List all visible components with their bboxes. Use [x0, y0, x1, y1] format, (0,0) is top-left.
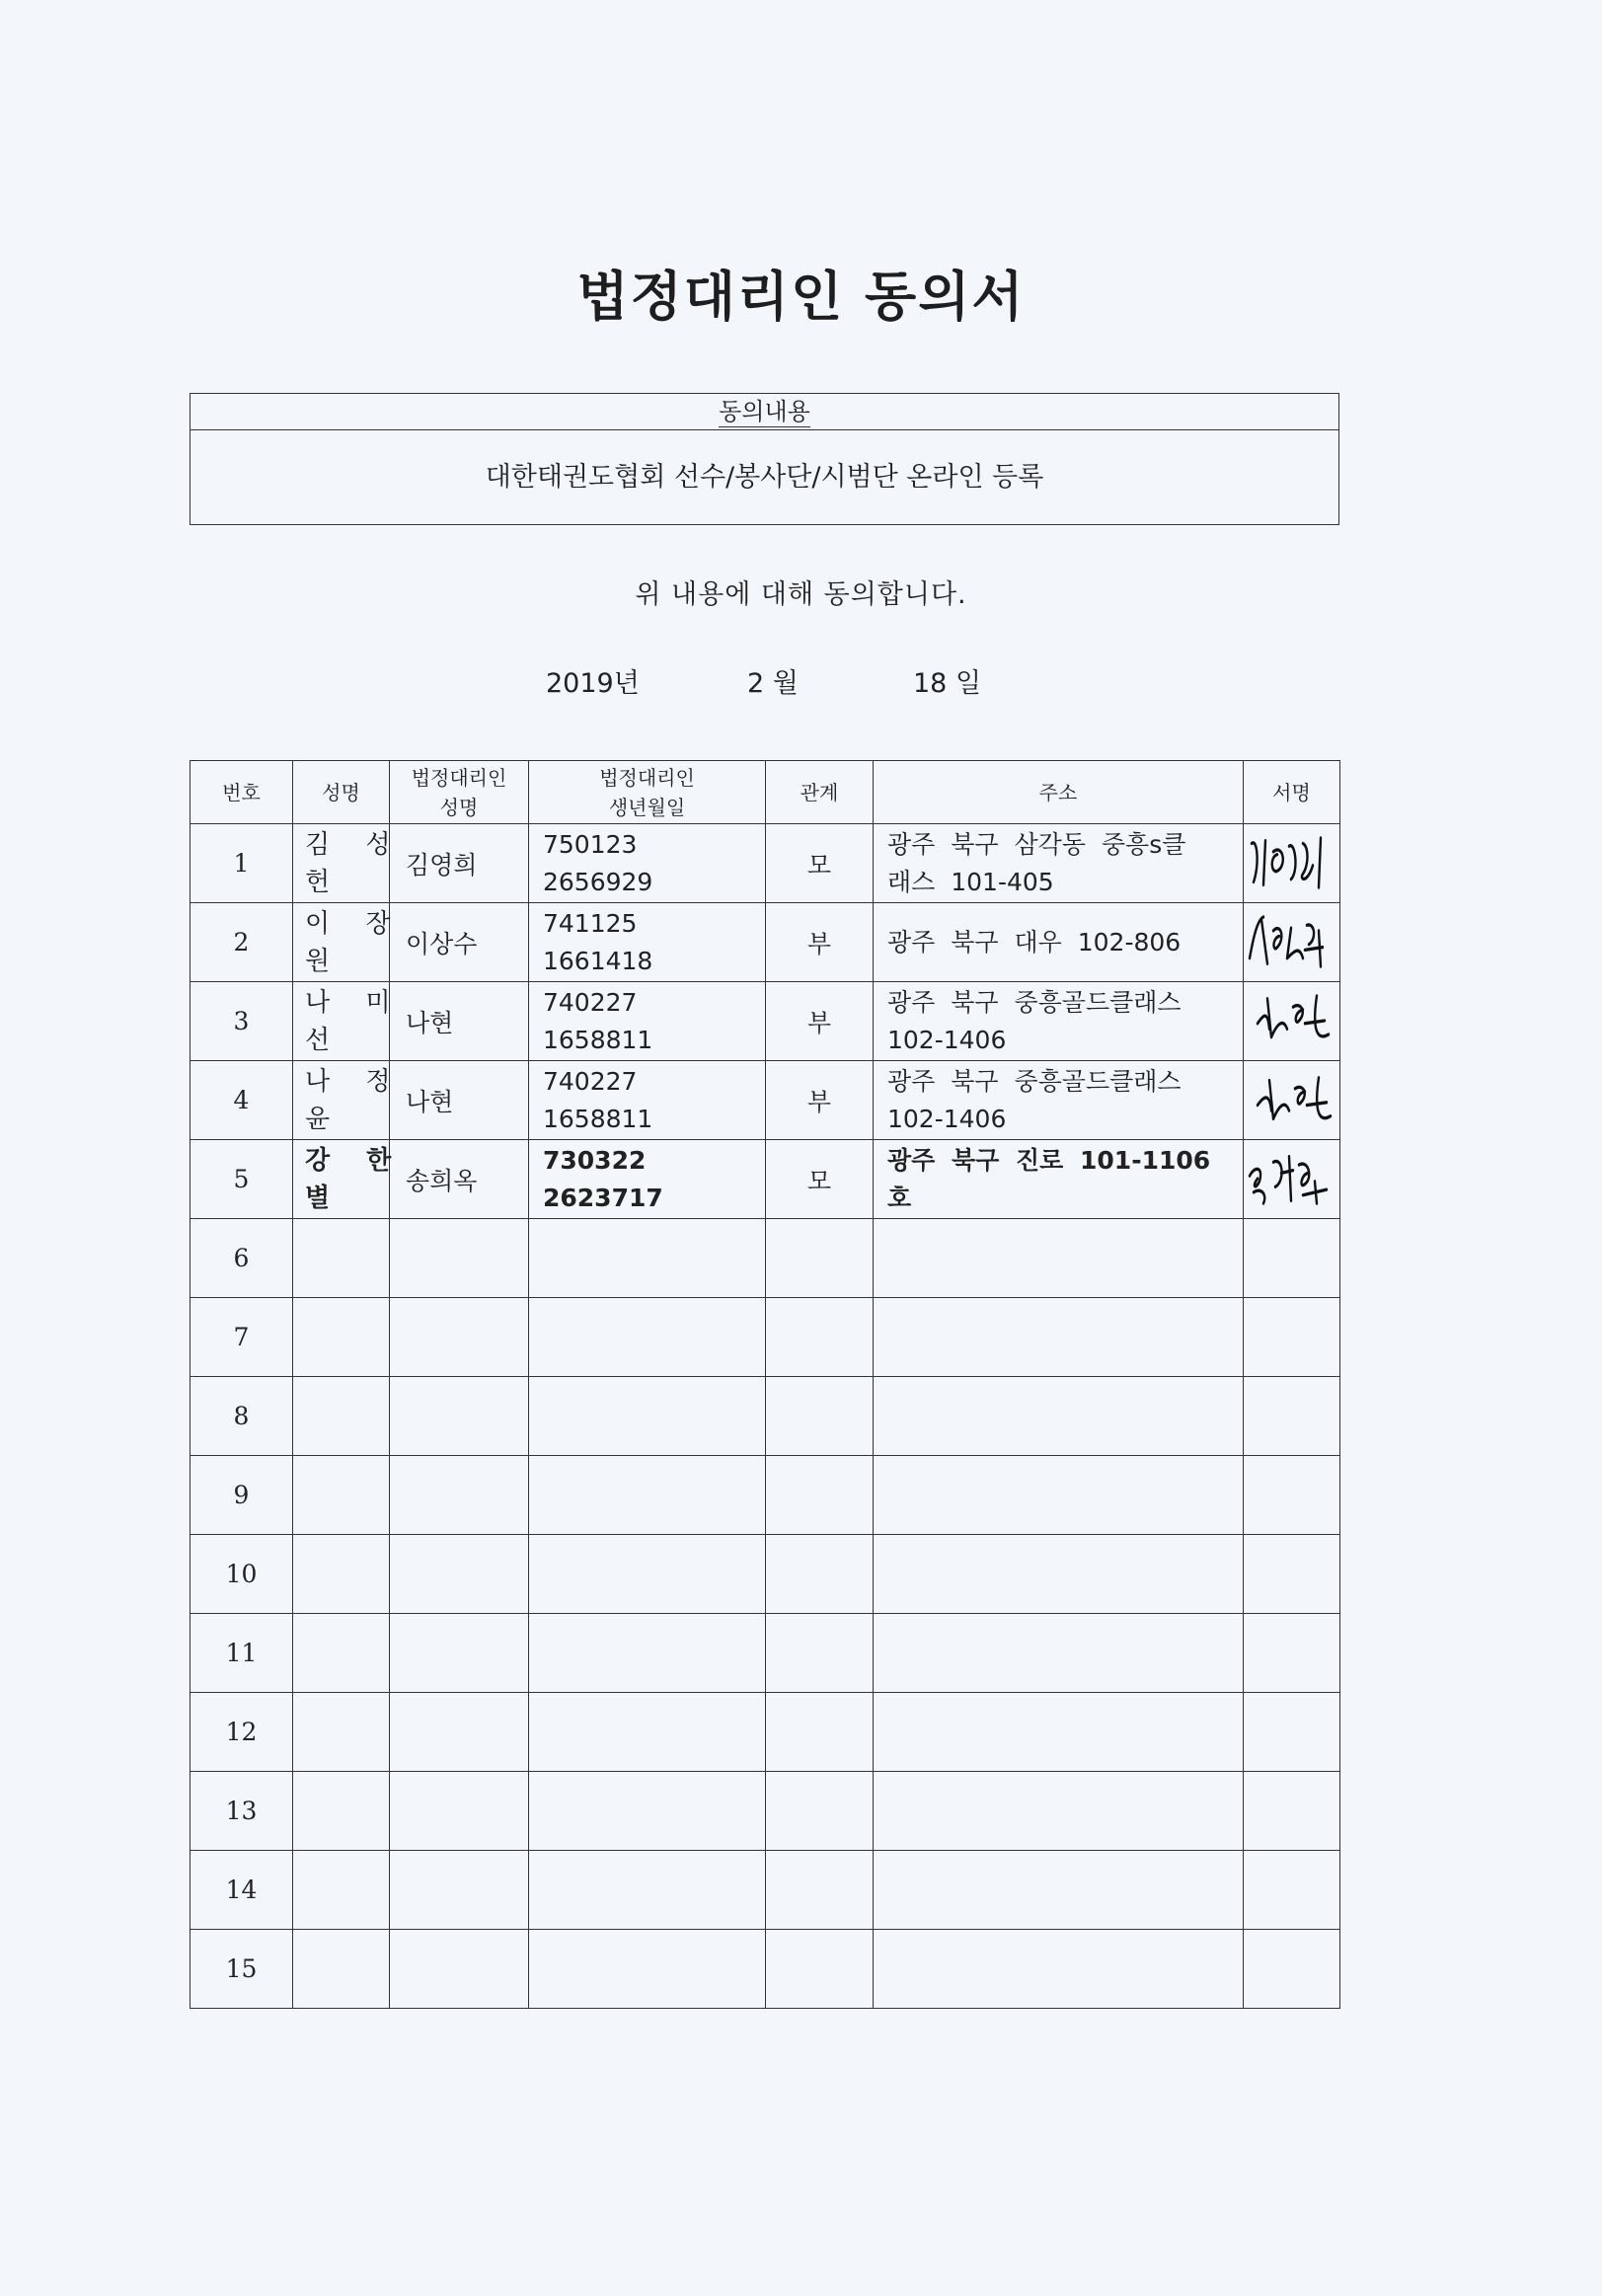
relation — [766, 1456, 874, 1535]
relation: 부 — [766, 1061, 874, 1140]
header-rep-birth-line2: 생년월일 — [608, 795, 686, 819]
guardian-birth-line1: 740227 — [543, 987, 638, 1017]
table-row — [191, 1140, 1340, 1219]
guardian-birth-cell — [529, 1219, 766, 1298]
relation — [766, 1851, 874, 1930]
address-line1: 광주 북구 중흥골드클래스 — [887, 987, 1182, 1017]
guardian-name: 이상수 — [390, 903, 529, 982]
table-row — [191, 982, 1340, 1061]
address-cell — [874, 1298, 1244, 1377]
table-row — [191, 1298, 1340, 1377]
table-row — [191, 1377, 1340, 1456]
header-name: 성명 — [293, 761, 390, 824]
header-rep-birth — [529, 761, 766, 824]
address-cell — [874, 982, 1244, 1061]
address-line2: 102-1406 — [887, 1025, 1007, 1054]
guardian-name — [390, 1614, 529, 1693]
date-month: 2 월 — [747, 668, 799, 699]
handwritten-signature — [1244, 1140, 1338, 1217]
guardian-name: 나현 — [390, 982, 529, 1061]
relation — [766, 1614, 874, 1693]
consent-content: 대한태권도협회 선수/봉사단/시범단 온라인 등록 — [485, 462, 1044, 493]
table-row — [191, 1693, 1340, 1772]
date-day: 18 일 — [913, 668, 982, 699]
address-cell — [874, 824, 1244, 903]
guardian-birth-cell — [529, 1298, 766, 1377]
row-number: 4 — [191, 1061, 293, 1140]
address-line2: 102-1406 — [887, 1104, 1007, 1133]
table-row — [191, 1456, 1340, 1535]
guardian-consent-table — [190, 760, 1340, 2009]
signature-cell — [1244, 982, 1340, 1061]
guardian-name — [390, 1535, 529, 1614]
address-cell — [874, 1614, 1244, 1693]
guardian-birth-line2: 2656929 — [543, 867, 653, 896]
guardian-birth-line2: 1658811 — [543, 1025, 653, 1054]
row-number: 12 — [191, 1693, 293, 1772]
guardian-birth-cell — [529, 903, 766, 982]
consent-heading-row — [191, 394, 1338, 430]
guardian-birth-cell — [529, 1535, 766, 1614]
table-row — [191, 1535, 1340, 1614]
table-row — [191, 1061, 1340, 1140]
table-row — [191, 1219, 1340, 1298]
guardian-name — [390, 1377, 529, 1456]
guardian-birth-line1: 741125 — [543, 908, 638, 938]
signature-cell — [1244, 1061, 1340, 1140]
student-name-line1: 나 미 — [305, 987, 405, 1018]
table-header-row — [191, 761, 1340, 824]
guardian-birth-line1: 730322 — [543, 1145, 647, 1175]
guardian-birth-cell — [529, 1851, 766, 1930]
row-number: 8 — [191, 1377, 293, 1456]
student-name-line2: 윤 — [305, 1104, 344, 1134]
student-name-cell — [293, 1614, 390, 1693]
row-number: 13 — [191, 1772, 293, 1851]
handwritten-signature — [1244, 1061, 1338, 1138]
header-number: 번호 — [191, 761, 293, 824]
guardian-birth-cell — [529, 982, 766, 1061]
handwritten-signature — [1244, 903, 1338, 980]
agreement-statement: 위 내용에 대해 동의합니다. — [635, 579, 967, 610]
handwritten-signature — [1244, 824, 1338, 901]
consent-heading: 동의내용 — [719, 398, 810, 425]
header-rep-name-line2: 성명 — [439, 795, 479, 819]
row-number: 11 — [191, 1614, 293, 1693]
student-name-cell — [293, 1298, 390, 1377]
signature-cell — [1244, 1772, 1340, 1851]
relation — [766, 1535, 874, 1614]
signature-cell — [1244, 1298, 1340, 1377]
student-name-line1: 김 성 — [305, 829, 405, 860]
guardian-name: 김영희 — [390, 824, 529, 903]
row-number: 3 — [191, 982, 293, 1061]
address-cell — [874, 1456, 1244, 1535]
address-cell — [874, 1377, 1244, 1456]
document-title: 법정대리인 동의서 — [576, 265, 1026, 328]
student-name-cell — [293, 1377, 390, 1456]
student-name-cell — [293, 1772, 390, 1851]
relation — [766, 1298, 874, 1377]
consent-content-box — [190, 393, 1339, 525]
table-row — [191, 1614, 1340, 1693]
student-name-cell — [293, 1851, 390, 1930]
student-name-cell — [293, 1693, 390, 1772]
guardian-birth-cell — [529, 1614, 766, 1693]
student-name-cell — [293, 1535, 390, 1614]
signature-cell — [1244, 1693, 1340, 1772]
header-rep-name-line1: 법정대리인 — [411, 765, 507, 790]
guardian-name — [390, 1219, 529, 1298]
relation: 부 — [766, 982, 874, 1061]
relation — [766, 1930, 874, 2009]
address-cell — [874, 1219, 1244, 1298]
row-number: 6 — [191, 1219, 293, 1298]
handwritten-signature — [1244, 982, 1338, 1059]
student-name-cell — [293, 982, 405, 1061]
signature-cell — [1244, 1851, 1340, 1930]
student-name-cell — [293, 903, 405, 982]
relation: 부 — [766, 903, 874, 982]
guardian-name — [390, 1851, 529, 1930]
address-cell — [874, 1693, 1244, 1772]
relation — [766, 1377, 874, 1456]
guardian-name — [390, 1693, 529, 1772]
guardian-birth-line2: 1661418 — [543, 946, 653, 975]
student-name-line1: 강 한 — [305, 1145, 406, 1176]
header-rep-birth-line1: 법정대리인 — [599, 765, 695, 790]
address-line1: 광주 북구 삼각동 중흥s클 — [887, 829, 1186, 859]
address-cell — [874, 1535, 1244, 1614]
guardian-birth-cell — [529, 1061, 766, 1140]
header-address: 주소 — [874, 761, 1244, 824]
signature-cell — [1244, 903, 1340, 982]
student-name-cell — [293, 1140, 406, 1219]
student-name-cell — [293, 824, 405, 903]
row-number: 14 — [191, 1851, 293, 1930]
student-name-cell — [293, 1930, 390, 2009]
student-name-line2: 선 — [305, 1025, 344, 1055]
row-number: 15 — [191, 1930, 293, 2009]
address-cell — [874, 903, 1244, 982]
student-name-line2: 별 — [305, 1183, 344, 1213]
date-year: 2019년 — [546, 668, 640, 699]
student-name-line1: 나 정 — [305, 1066, 405, 1097]
table-row — [191, 1930, 1340, 2009]
guardian-name — [390, 1456, 529, 1535]
row-number: 9 — [191, 1456, 293, 1535]
relation — [766, 1219, 874, 1298]
address-line1: 광주 북구 중흥골드클래스 — [887, 1066, 1182, 1096]
guardian-name: 나현 — [390, 1061, 529, 1140]
signature-cell — [1244, 1219, 1340, 1298]
guardian-birth-cell — [529, 1772, 766, 1851]
guardian-birth-line2: 1658811 — [543, 1104, 653, 1133]
signature-cell — [1244, 1535, 1340, 1614]
table-row — [191, 824, 1340, 903]
signature-cell — [1244, 824, 1340, 903]
signature-cell — [1244, 1456, 1340, 1535]
relation: 모 — [766, 824, 874, 903]
relation: 모 — [766, 1140, 874, 1219]
signature-cell — [1244, 1140, 1340, 1219]
signature-cell — [1244, 1614, 1340, 1693]
address-cell — [874, 1772, 1244, 1851]
relation — [766, 1772, 874, 1851]
address-cell — [874, 1061, 1244, 1140]
row-number: 10 — [191, 1535, 293, 1614]
header-relation: 관계 — [766, 761, 874, 824]
student-name-cell — [293, 1219, 390, 1298]
guardian-name — [390, 1930, 529, 2009]
row-number: 2 — [191, 903, 293, 982]
relation — [766, 1693, 874, 1772]
guardian-birth-cell — [529, 1140, 766, 1219]
table-row — [191, 1772, 1340, 1851]
student-name-cell — [293, 1061, 405, 1140]
address-line2: 래스 101-405 — [887, 867, 1054, 896]
student-name-line1: 이 장 — [305, 908, 405, 939]
header-rep-name — [390, 761, 529, 824]
signature-cell — [1244, 1377, 1340, 1456]
table-row — [191, 903, 1340, 982]
guardian-birth-line1: 740227 — [543, 1066, 638, 1096]
student-name-line2: 원 — [305, 946, 344, 976]
guardian-birth-cell — [529, 1377, 766, 1456]
row-number: 5 — [191, 1140, 293, 1219]
address-line2: 호 — [887, 1183, 912, 1212]
row-number: 1 — [191, 824, 293, 903]
guardian-name — [390, 1298, 529, 1377]
guardian-birth-line2: 2623717 — [543, 1183, 663, 1212]
guardian-name — [390, 1772, 529, 1851]
address-line1: 광주 북구 대우 102-806 — [887, 927, 1182, 957]
address-line1: 광주 북구 진로 101-1106 — [887, 1145, 1211, 1175]
guardian-birth-cell — [529, 1456, 766, 1535]
guardian-birth-cell — [529, 1930, 766, 2009]
address-cell — [874, 1851, 1244, 1930]
header-signature: 서명 — [1244, 761, 1340, 824]
student-name-cell — [293, 1456, 390, 1535]
address-cell — [874, 1930, 1244, 2009]
table-row — [191, 1851, 1340, 1930]
row-number: 7 — [191, 1298, 293, 1377]
signature-cell — [1244, 1930, 1340, 2009]
guardian-name: 송희옥 — [390, 1140, 529, 1219]
student-name-line2: 헌 — [305, 867, 344, 897]
address-cell — [874, 1140, 1244, 1219]
guardian-birth-line1: 750123 — [543, 829, 638, 859]
guardian-birth-cell — [529, 824, 766, 903]
guardian-birth-cell — [529, 1693, 766, 1772]
